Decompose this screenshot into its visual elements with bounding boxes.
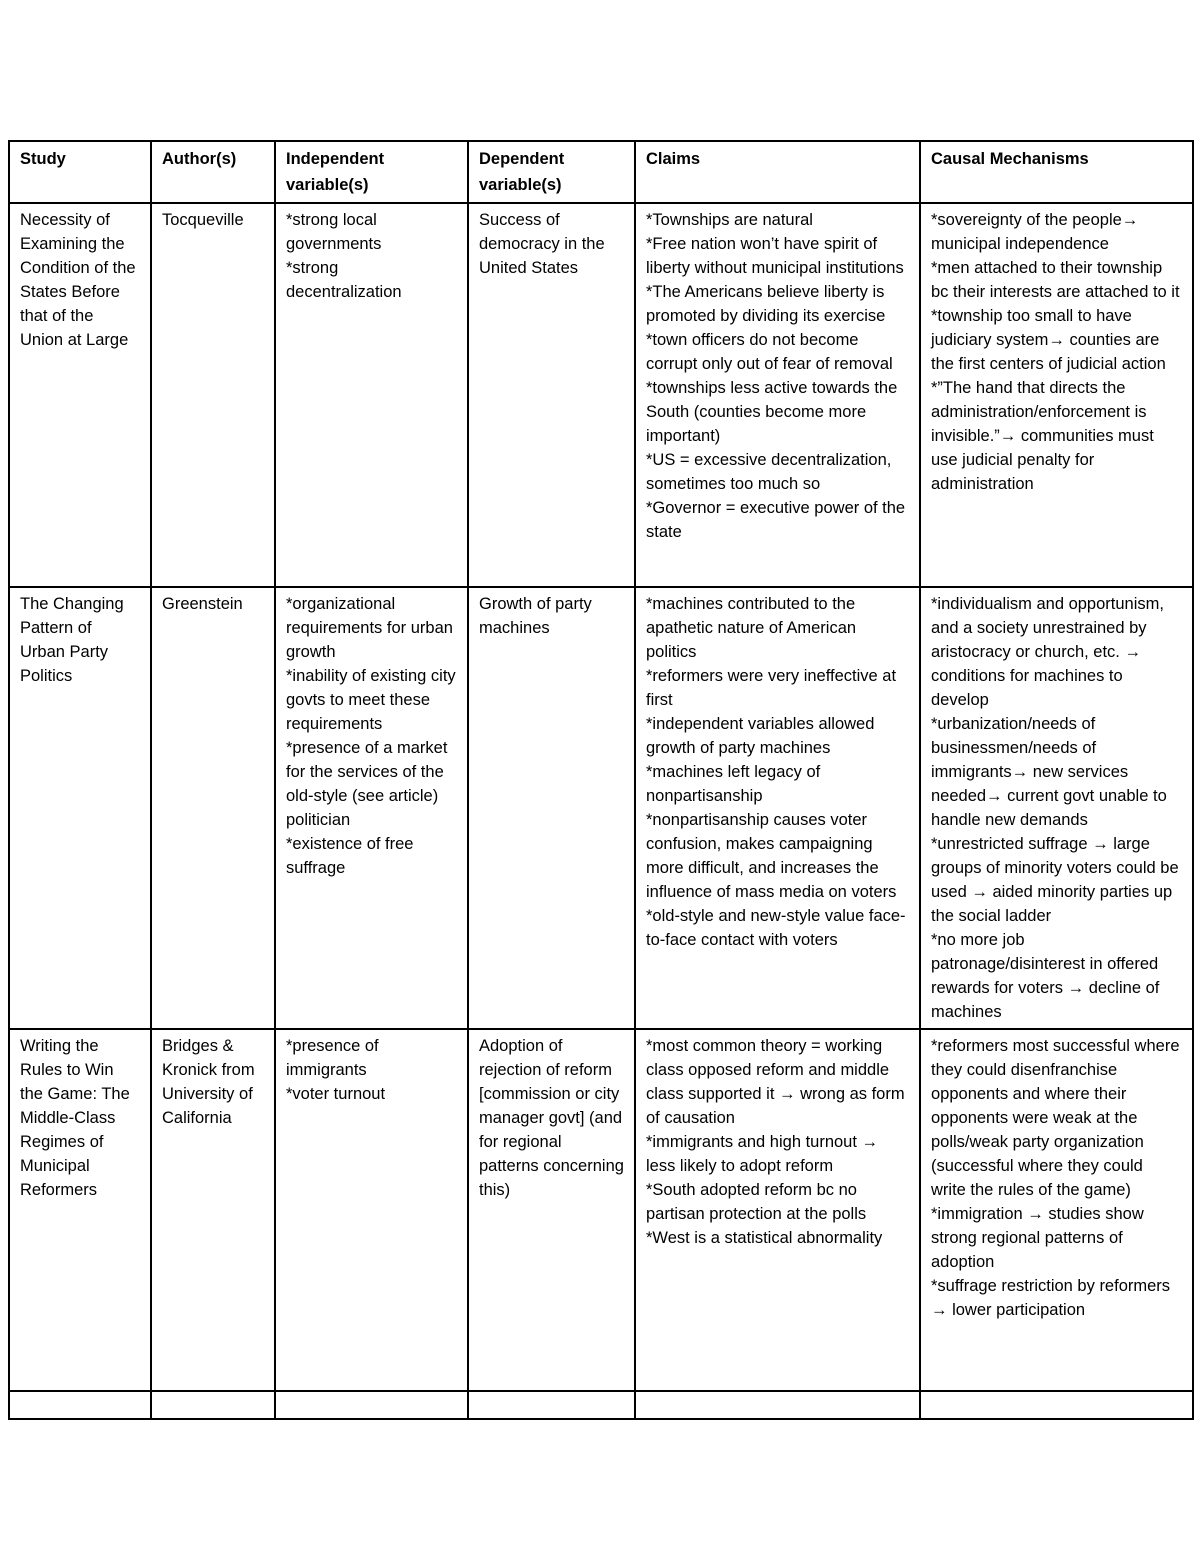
empty-cell [9, 1391, 151, 1419]
list-item: *immigration → studies show strong regional patterns of adoption [931, 1205, 1144, 1271]
list-item: *presence of immigrants [286, 1037, 379, 1079]
list-item: *townships less active towards the South (counties become more important) [646, 379, 898, 445]
list-item: *US = excessive decentralization, sometimes too much so [646, 451, 892, 493]
list-item: *presence of a market for the services of the old-style (see article) politician [286, 739, 448, 829]
table-header-row [9, 141, 1193, 203]
independent-cell [275, 203, 468, 587]
list-item: *individualism and opportunism, and a society unrestrained by aristocracy or church, etc. → conditions for machines to develop [931, 595, 1164, 709]
list-item: *no more job patronage/disinterest in offered rewards for voters → decline of machines [931, 931, 1160, 1021]
list-item: *suffrage restriction by reformers → lower participation [931, 1277, 1171, 1319]
study-cell: The Changing Pattern of Urban Party Politics [9, 587, 151, 1029]
list-item: *sovereignty of the people→ municipal independence [931, 211, 1139, 253]
author-cell: Greenstein [151, 587, 275, 1029]
mechanisms-cell [920, 587, 1193, 1029]
author-cell: Bridges & Kronick from University of California [151, 1029, 275, 1391]
list-item: *voter turnout [286, 1085, 386, 1103]
list-item: *existence of free suffrage [286, 835, 414, 877]
independent-cell [275, 587, 468, 1029]
mechanisms-cell [920, 1029, 1193, 1391]
list-item: *strong decentralization [286, 259, 402, 301]
empty-cell [275, 1391, 468, 1419]
list-item: *men attached to their township bc their interests are attached to it [931, 259, 1180, 301]
list-item: *Free nation won’t have spirit of liberty without municipal institutions [646, 235, 904, 277]
empty-cell [151, 1391, 275, 1419]
header-authors: Author(s) [151, 141, 275, 203]
header-dependent-variables: Dependent variable(s) [468, 141, 635, 203]
claims-cell [635, 587, 920, 1029]
study-cell: Necessity of Examining the Condition of the States Before that of the Union at Large [9, 203, 151, 587]
dependent-cell: Growth of party machines [468, 587, 635, 1029]
list-item: *organizational requirements for urban growth [286, 595, 453, 661]
list-item: *independent variables allowed growth of party machines [646, 715, 875, 757]
header-causal-mechanisms: Causal Mechanisms [920, 141, 1193, 203]
dependent-cell: Adoption of rejection of reform [commission or city manager govt] (and for regional patterns concerning this) [468, 1029, 635, 1391]
list-item: *Townships are natural [646, 211, 813, 229]
list-item: *most common theory = working class opposed reform and middle class supported it → wrong as form of causation [646, 1037, 905, 1127]
author-cell: Tocqueville [151, 203, 275, 587]
list-item: *Governor = executive power of the state [646, 499, 906, 541]
empty-cell [635, 1391, 920, 1419]
empty-table-row [9, 1391, 1193, 1419]
claims-cell [635, 1029, 920, 1391]
header-independent-variables: Independent variable(s) [275, 141, 468, 203]
list-item: *immigrants and high turnout → less likely to adopt reform [646, 1133, 879, 1175]
list-item: *nonpartisanship causes voter confusion, makes campaigning more difficult, and increases the influence of mass media on voters [646, 811, 897, 901]
study-cell: Writing the Rules to Win the Game: The Middle-Class Regimes of Municipal Reformers [9, 1029, 151, 1391]
mechanisms-cell [920, 203, 1193, 587]
list-item: *”The hand that directs the administration/enforcement is invisible.”→ communities must use judicial penalty for administration [931, 379, 1154, 493]
header-study: Study [9, 141, 151, 203]
list-item: *reformers most successful where they could disenfranchise opponents and where their opponents were weak at the polls/weak party organization (successful where they could write the rules of the game) [931, 1037, 1180, 1199]
list-item: *old-style and new-style value face-to-face contact with voters [646, 907, 906, 949]
table-row [9, 203, 1193, 587]
table-row [9, 1029, 1193, 1391]
list-item: *inability of existing city govts to meet these requirements [286, 667, 456, 733]
claims-cell [635, 203, 920, 587]
study-comparison-table [8, 140, 1194, 1420]
list-item: *urbanization/needs of businessmen/needs of immigrants→ new services needed→ current govt unable to handle new demands [931, 715, 1167, 829]
list-item: *machines left legacy of nonpartisanship [646, 763, 821, 805]
list-item: *West is a statistical abnormality [646, 1229, 883, 1247]
list-item: *South adopted reform bc no partisan protection at the polls [646, 1181, 867, 1223]
list-item: *The Americans believe liberty is promoted by dividing its exercise [646, 283, 886, 325]
dependent-cell: Success of democracy in the United States [468, 203, 635, 587]
list-item: *machines contributed to the apathetic nature of American politics [646, 595, 857, 661]
empty-cell [920, 1391, 1193, 1419]
header-claims: Claims [635, 141, 920, 203]
independent-cell [275, 1029, 468, 1391]
empty-cell [468, 1391, 635, 1419]
list-item: *township too small to have judiciary system→ counties are the first centers of judicial action [931, 307, 1166, 373]
list-item: *strong local governments [286, 211, 382, 253]
table-row [9, 587, 1193, 1029]
list-item: *unrestricted suffrage → large groups of minority voters could be used → aided minority parties up the social ladder [931, 835, 1179, 925]
list-item: *reformers were very ineffective at first [646, 667, 897, 709]
list-item: *town officers do not become corrupt only out of fear of removal [646, 331, 893, 373]
